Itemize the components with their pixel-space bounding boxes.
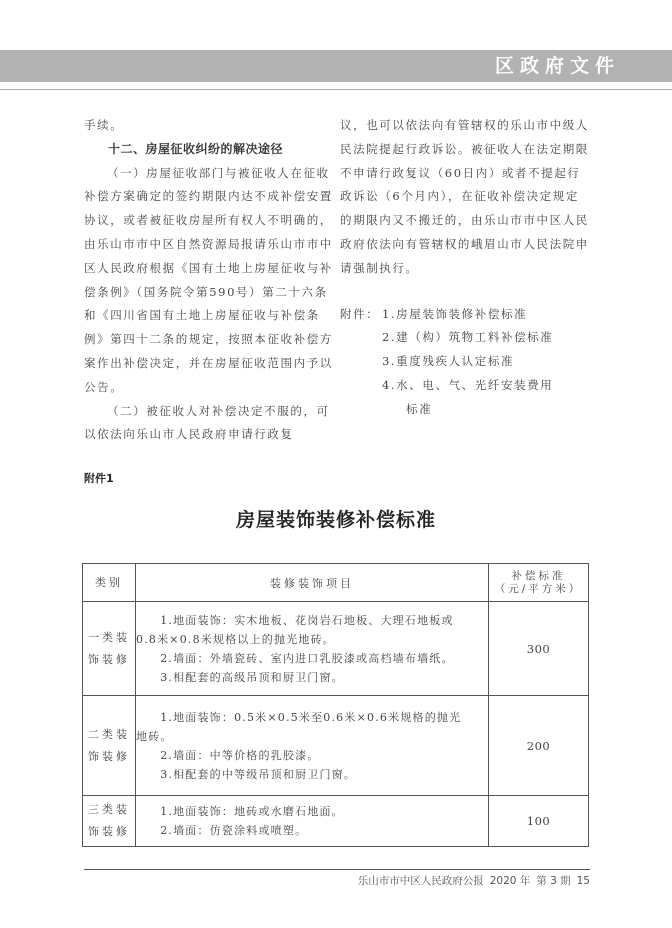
category-line: 饰装修: [88, 825, 130, 839]
category-line: 饰装修: [88, 749, 130, 763]
item-line: 0.8米×0.8米规格以上的抛光地砖。: [136, 632, 336, 646]
category-line: 二类装: [88, 727, 130, 741]
header-price-line2: （元/平方米）: [494, 582, 583, 595]
appendix-label: 附件1: [84, 472, 114, 486]
header-items: 装修装饰项目: [136, 564, 489, 602]
section-title: 区政府文件: [494, 55, 620, 77]
header-price: [489, 564, 589, 602]
category-line: 饰装修: [88, 652, 130, 666]
paragraph-continuation: 手续。: [84, 118, 124, 132]
two-column-body: [84, 114, 590, 447]
item-line: 地砖。: [136, 729, 173, 743]
section-heading: 十二、房屋征收纠纷的解决途径: [108, 141, 284, 156]
header-price-line1: 补偿标准: [511, 569, 566, 582]
table-row: [83, 696, 589, 796]
attachment-item: 2.建（构）筑物工料补偿标准: [382, 330, 554, 345]
item-line: 2.墙面：中等价格的乳胶漆。: [160, 748, 320, 762]
compensation-table: [82, 563, 589, 847]
row-price: 300: [489, 602, 589, 696]
footer-issue: 第 3 期: [536, 875, 571, 888]
item-line: 3.相配套的中等级吊顶和厨卫门窗。: [160, 767, 357, 781]
row-price: 200: [489, 696, 589, 796]
item-line: 2.墙面：仿瓷涂料或喷塑。: [160, 824, 308, 838]
row-price: 100: [489, 796, 589, 847]
item-line: 1.地面装饰：地砖或水磨石地面。: [160, 805, 344, 819]
appendix-title: 房屋装饰装修补偿标准: [235, 509, 436, 532]
attachment-item: 3.重度残疾人认定标准: [382, 354, 515, 369]
attachment-item: 4.水、电、气、光纤安装费用: [382, 377, 554, 392]
item-line: 2.墙面：外墙瓷砖、室内进口乳胶漆或高档墙布墙纸。: [160, 651, 454, 665]
row-items: [136, 796, 489, 847]
paragraph-dispute-2: （二）被征收人对补偿决定不服的，可以依法向乐山市人民政府申请行政复: [84, 403, 330, 442]
attachments-items: [382, 303, 590, 422]
category-line: 一类装: [88, 630, 130, 644]
attachments-label: 附件：: [340, 306, 380, 321]
footer-publication: 乐山市市中区人民政府公报: [357, 875, 484, 888]
table-row: [83, 602, 589, 696]
table-header-row: [83, 564, 589, 602]
attachments-list: [340, 303, 590, 422]
row-category: [83, 602, 136, 696]
attachment-item: 1.房屋装饰装修补偿标准: [382, 306, 528, 321]
footer-divider: [84, 869, 590, 870]
page-footer: [84, 874, 590, 928]
item-line: 3.相配套的高级吊顶和厨卫门窗。: [160, 670, 344, 684]
header-category: 类别: [83, 564, 136, 602]
page-number: 15: [576, 875, 590, 888]
row-items: [136, 602, 489, 696]
category-line: 三类装: [88, 803, 130, 817]
paragraph-dispute-2-continued: 议，也可以依法向有管辖权的乐山市中级人民法院提起行政诉讼。被征收人在法定期限不申请行政复议（60日内）或者不提起行政诉讼（6个月内），在征收补偿决定规定的期限内又不搬迁的，由乐山市市中区人民政府依法向有管辖权的峨眉山市人民法院申请强制执行。: [340, 118, 589, 275]
item-line: 1.地面装饰：实木地板、花岗岩石地板、大理石地板或: [160, 613, 454, 627]
table-row: [83, 796, 589, 847]
paragraph-dispute-1: （一）房屋征收部门与被征收人在征收补偿方案确定的签约期限内达不成补偿安置协议，或者被征收房屋所有权人不明确的，由乐山市市中区自然资源局报请乐山市市中区人民政府根据《国有土地上房屋征收与补偿条例》（国务院令第590号）第二十六条和《四川省国有土地上房屋征收与补偿条例》第四十二条的规定，按照本征收补偿方案作出补偿决定，并在房屋征收范围内予以公告。: [84, 165, 333, 394]
attachment-item-continuation: 标准: [406, 401, 433, 416]
row-category: [83, 796, 136, 847]
right-column: [340, 114, 590, 422]
row-items: [136, 696, 489, 796]
footer-year: 2020 年: [489, 875, 531, 888]
left-column: [84, 114, 334, 447]
row-category: [83, 696, 136, 796]
item-line: 1.地面装饰：0.5米×0.5米至0.6米×0.6米规格的抛光: [160, 710, 462, 724]
